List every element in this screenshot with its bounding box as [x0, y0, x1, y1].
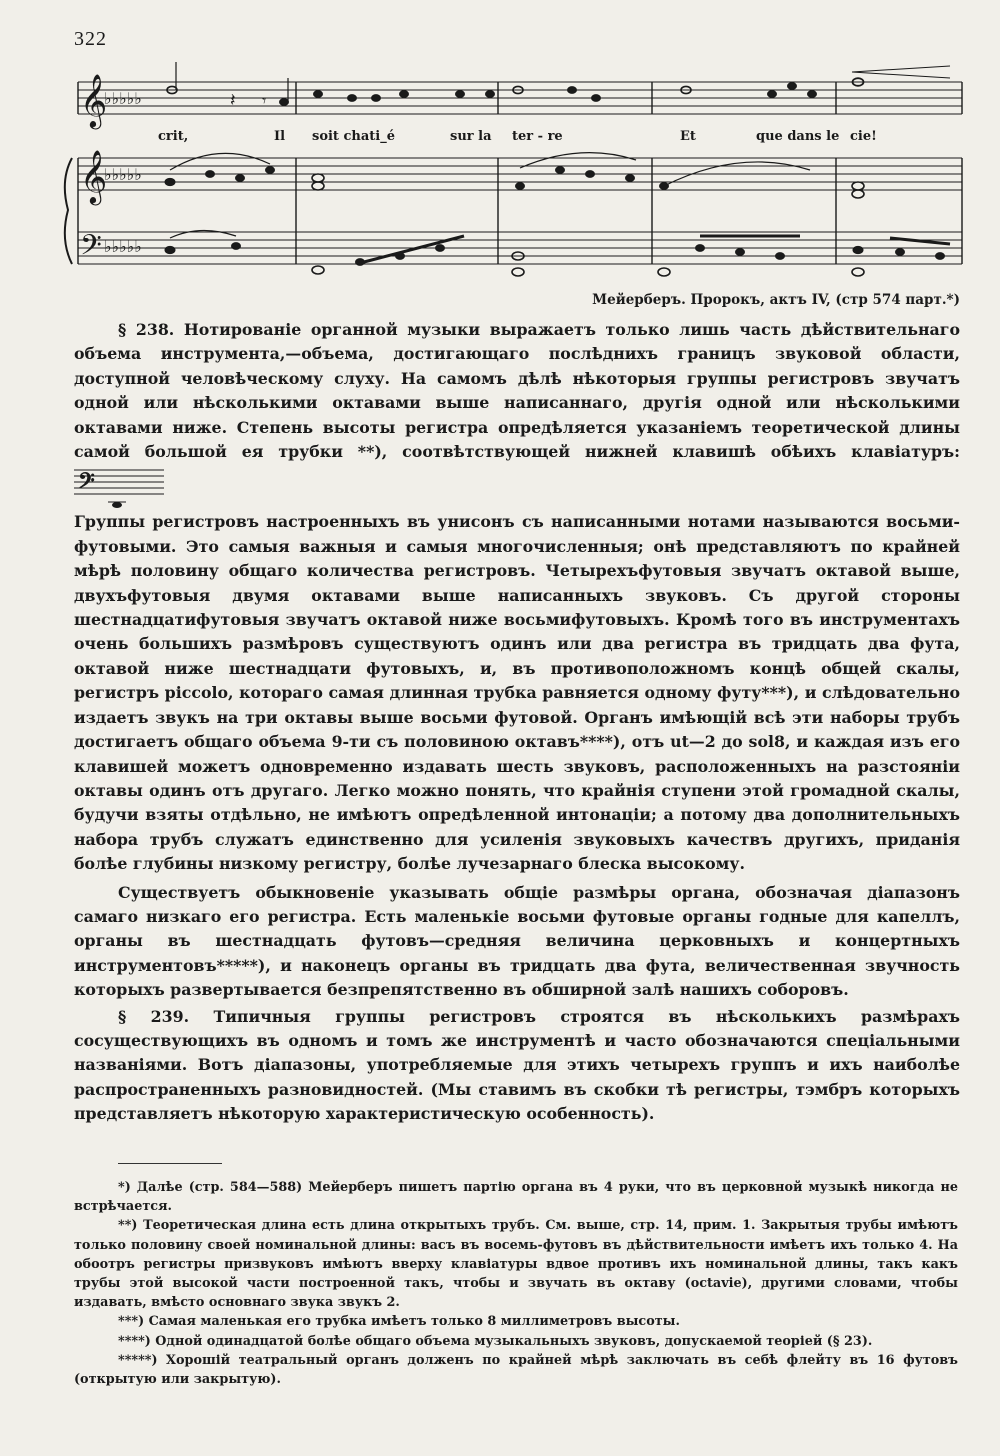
music-score — [0, 60, 1000, 290]
bass-clef-range-icon — [74, 464, 164, 508]
svg-text:𝄢: 𝄢 — [78, 469, 95, 500]
footnote: **) Теоретическая длина есть длина открытыхъ трубъ. См. выше, стр. 14, прим. 1. Закрытыя трубы имѣютъ только половину своей номинальной длины: васъ въ восемь-футовъ въ дѣйствительности имѣетъ ихъ только 4. На обоотръ регистры призвуковъ имѣютъ вверху клавіатуры вдвое противъ ихъ номинальной длины, такъ какъ трубы этой высокой части построенной такъ, чтобы и звучать въ октаву (octavie), другими словами, чтобы издавать, вмѣсто основнаго звука звукъ 2. — [74, 1218, 958, 1311]
paragraph: § 239. Типичныя группы регистровъ строятся въ нѣсколькихъ размѣрахъ сосуществующихъ въ одномъ и томъ же инструментѣ и часто обозначаются спеціальными названіями. Вотъ діапазоны, употребляемые для этихъ четырехъ группъ и ихъ наиболѣе распространенныхъ разновидностей. (Мы ставимъ въ скобки тѣ регистры, тэмбръ которыхъ представляетъ нѣкоторую характеристическую особенность). — [74, 1006, 960, 1124]
footnote: ****) Одной одинадцатой болѣе общаго объема музыкальныхъ звуковъ, допускаемой теоріей (§ 23). — [118, 1333, 873, 1349]
page-number: 322 — [74, 28, 107, 50]
lyric: ter - re — [512, 129, 563, 144]
paragraph: § 238. Нотированіе органной музыки выражаетъ только лишь часть дѣйствительнаго объема инструмента,—объема, достигающаго послѣднихъ границъ звуковой области, доступной человѣческому слуху. На самомъ дѣлѣ нѣкоторыя группы регистровъ звучатъ одной или нѣсколькими октавами выше написаннаго, другія одной или нѣсколькими октавами ниже. Степень высоты регистра опредѣляется указаніемъ теоретической длины самой большой ея трубки **), соотвѣтствующей нижней клавишѣ обѣихъ клавіатуръ: 𝄢 — [74, 318, 960, 508]
footnote: ***) Самая маленькая его трубка имѣетъ только 8 миллиметровъ высоты. — [118, 1314, 680, 1330]
brace — [65, 158, 72, 264]
paragraph: Группы регистровъ настроенныхъ въ унисонъ съ написанными нотами называются восьми-футовыми. Это самыя важныя и самыя многочисленныя; онѣ представляютъ по крайней мѣрѣ половину общаго количества регистровъ. Четырехъфутовыя звучатъ октавой выше, двухъфутовыя двумя октавами выше написанныхъ звуковъ. Съ другой стороны шестнадцатифутовыя звучатъ октавой ниже восьмифутовыхъ. Кромѣ того въ инструментахъ очень большихъ размѣровъ существуютъ одинъ или два регистра въ тридцать два фута, октавой ниже шестнадцати футовыхъ, и, въ противоположномъ концѣ общей скалы, регистръ piccolo, котораго самая длинная трубка равняется одному футу***), и слѣдовательно издаетъ звукъ на три октавы выше восьми футовой. Органъ имѣющій всѣ эти наборы трубъ достигаетъ общаго объема 9-ти съ половиною октавъ****), отъ ut—2 до sol8, и каждая изъ его клавишей можетъ одновременно издавать шесть звуковъ, расположенныхъ на разстояніи октавы одинъ отъ другаго. Легко можно понять, что крайнія ступени этой громадной скалы, будучи взяты отдѣльно, не имѣютъ опредѣленной интонаціи; а потому два дополнительныхъ набора трубъ служатъ единственно для усиленія звуковыхъ качествъ другихъ, приданія болѣе глубины низкому регистру, болѣе лучезарнаго блеска высокому. — [74, 512, 960, 874]
lyric: Et — [680, 129, 696, 144]
lyric: soit chati_é — [312, 129, 395, 144]
notes — [165, 62, 950, 276]
lyric: crit, — [158, 129, 189, 144]
svg-text:♭♭♭♭♭: ♭♭♭♭♭ — [104, 237, 142, 256]
lyric: Il — [274, 129, 286, 144]
paragraph: Существуетъ обыкновеніе указывать общіе размѣры органа, обозначая діапазонъ самаго низкаго его регистра. Есть маленькіе восьми футовые органы годные для капеллъ, органы въ шестнадцать футовъ—средняя величина церковныхъ и концертныхъ инструментовъ*****), и наконецъ органы въ тридцать два фута, величественная звучность которыхъ развертывается безпрепятственно въ обширной залѣ нашихъ соборовъ. — [74, 882, 960, 1000]
lyric: sur la — [450, 129, 492, 144]
svg-text:𝄽: 𝄽 — [230, 90, 236, 111]
footnotes — [74, 1178, 958, 1389]
svg-text:𝄞: 𝄞 — [80, 73, 108, 127]
lyric: que dans le — [756, 129, 840, 144]
lyrics — [158, 129, 877, 144]
svg-text:♭♭♭♭♭: ♭♭♭♭♭ — [104, 165, 142, 184]
score-caption: Мейерберъ. Пророкъ, актъ IV, (стр 574 парт.*) — [592, 292, 960, 308]
clefs — [80, 73, 142, 269]
footnote: *****) Хорошій театральный органъ долженъ по крайней мѣрѣ заключать въ себѣ флейту въ 16 футовъ (открытую или закрытую). — [74, 1352, 958, 1388]
svg-text:♭♭♭♭♭: ♭♭♭♭♭ — [104, 89, 142, 108]
svg-text:𝄾: 𝄾 — [262, 91, 267, 110]
main-text — [74, 318, 960, 1127]
svg-text:𝄢: 𝄢 — [80, 229, 102, 269]
footnote: *) Далѣе (стр. 584—588) Мейерберъ пишетъ партію органа въ 4 руки, что въ церковной музыкѣ никогда не встрѣчается. — [74, 1180, 958, 1215]
lyric: cie! — [850, 129, 877, 144]
footnote-rule — [118, 1163, 222, 1164]
svg-text:𝄞: 𝄞 — [80, 149, 108, 203]
